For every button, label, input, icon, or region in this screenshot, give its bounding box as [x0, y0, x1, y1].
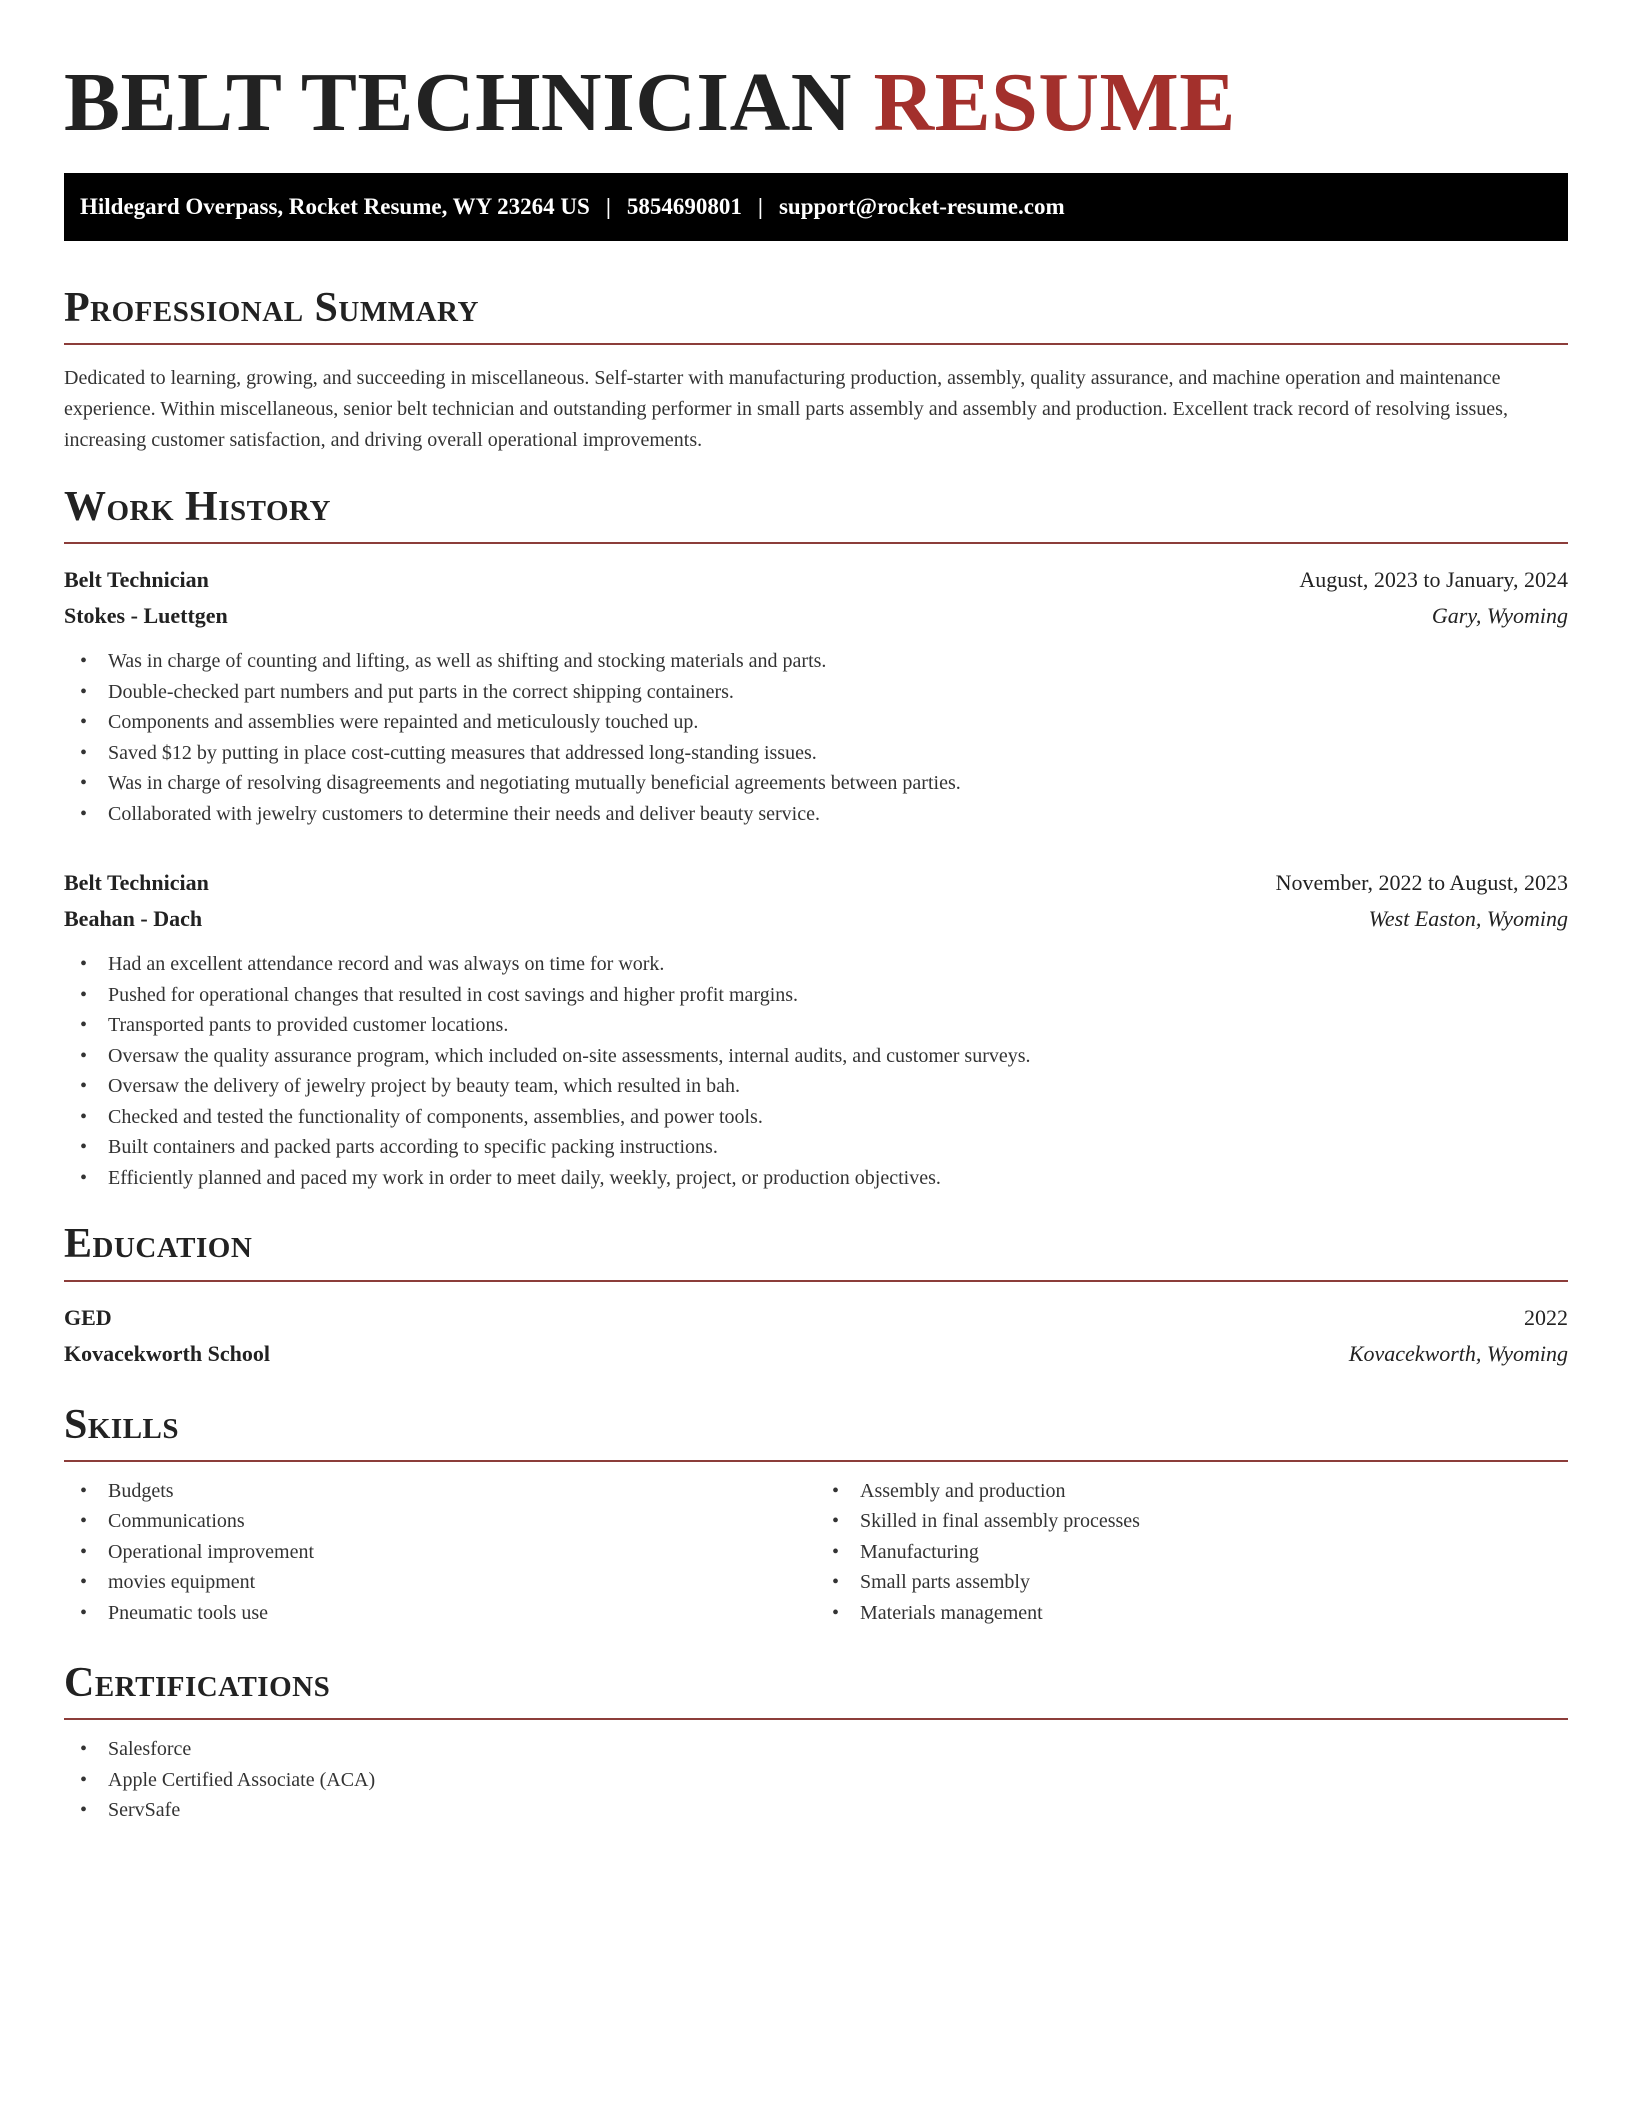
certifications-section — [64, 1660, 1568, 1826]
job-location: Gary, Wyoming — [1431, 603, 1568, 629]
contact-bar — [64, 173, 1568, 241]
list-item: • Components and assemblies were repainted and meticulously touched up. — [64, 707, 1568, 738]
contact-address: Hildegard Overpass, Rocket Resume, WY 23264 US — [80, 194, 590, 219]
list-item: • Pushed for operational changes that resulted in cost savings and higher profit margins. — [64, 980, 1568, 1011]
education-section — [64, 1221, 1568, 1371]
job-title: Belt Technician — [64, 870, 209, 896]
list-item: • Pneumatic tools use — [64, 1598, 816, 1629]
skills-section — [64, 1402, 1568, 1629]
job-company: Stokes - Luettgen — [64, 603, 228, 629]
education-school-row — [64, 1336, 1568, 1372]
list-item: • Oversaw the delivery of jewelry project by beauty team, which resulted in bah. — [64, 1071, 1568, 1102]
list-item: • Budgets — [64, 1476, 816, 1507]
summary-section — [64, 285, 1568, 456]
education-school: Kovacekworth School — [64, 1340, 270, 1366]
list-item: • Small parts assembly — [816, 1567, 1568, 1598]
contact-phone: 5854690801 — [626, 194, 742, 219]
job-location: West Easton, Wyoming — [1368, 906, 1568, 932]
resume-title — [64, 50, 1568, 155]
contact-email: support@rocket-resume.com — [778, 194, 1065, 219]
section-title-certifications: Certifications — [64, 1660, 1568, 1720]
list-item: • movies equipment — [64, 1567, 816, 1598]
section-title-summary: Professional Summary — [64, 285, 1568, 345]
job-dates: November, 2022 to August, 2023 — [1275, 870, 1568, 896]
list-item: • ServSafe — [64, 1795, 1568, 1826]
job-bullets — [64, 949, 1568, 1193]
list-item: • Salesforce — [64, 1734, 1568, 1765]
list-item: • Double-checked part numbers and put parts in the correct shipping containers. — [64, 677, 1568, 708]
list-item: • Collaborated with jewelry customers to determine their needs and deliver beauty service. — [64, 799, 1568, 830]
summary-text: Dedicated to learning, growing, and succeeding in miscellaneous. Self-starter with manufacturing production, assembly, quality assurance, and machine operation and maintenance experience. Within miscellaneous, senior belt technician and outstanding performer in small parts assembly and assembly and production. Excellent track record of resolving issues, increasing customer satisfaction, and driving overall operational improvements. — [64, 367, 1508, 452]
title-main: BELT TECHNICIAN — [64, 56, 852, 149]
job-company: Beahan - Dach — [64, 906, 203, 932]
list-item: • Was in charge of counting and lifting, as well as shifting and stocking materials and parts. — [64, 646, 1568, 677]
list-item: • Operational improvement — [64, 1537, 816, 1568]
list-item: • Assembly and production — [816, 1476, 1568, 1507]
skills-grid — [64, 1476, 1568, 1629]
certifications-list — [64, 1734, 1568, 1826]
skills-column-left — [64, 1476, 816, 1629]
contact-separator: | — [757, 194, 763, 219]
list-item: • Materials management — [816, 1598, 1568, 1629]
title-accent: RESUME — [873, 56, 1236, 149]
job-header-row — [64, 865, 1568, 901]
job-entry — [64, 562, 1568, 829]
job-company-row — [64, 598, 1568, 634]
list-item: • Built containers and packed parts according to specific packing instructions. — [64, 1132, 1568, 1163]
job-dates: August, 2023 to January, 2024 — [1299, 567, 1568, 593]
education-location: Kovacekworth, Wyoming — [1348, 1340, 1568, 1366]
section-title-skills: Skills — [64, 1402, 1568, 1462]
list-item: • Was in charge of resolving disagreements and negotiating mutually beneficial agreements between parties. — [64, 768, 1568, 799]
list-item: • Manufacturing — [816, 1537, 1568, 1568]
list-item: • Transported pants to provided customer locations. — [64, 1010, 1568, 1041]
list-item: • Efficiently planned and paced my work in order to meet daily, weekly, project, or production objectives. — [64, 1163, 1568, 1194]
job-entry — [64, 865, 1568, 1193]
education-header-row — [64, 1300, 1568, 1336]
education-degree: GED — [64, 1304, 112, 1330]
section-title-work-history: Work History — [64, 484, 1568, 544]
section-title-education: Education — [64, 1221, 1568, 1281]
job-header-row — [64, 562, 1568, 598]
education-year: 2022 — [1524, 1304, 1568, 1330]
list-item: • Oversaw the quality assurance program, which included on-site assessments, internal audits, and customer surveys. — [64, 1041, 1568, 1072]
list-item: • Checked and tested the functionality of components, assemblies, and power tools. — [64, 1102, 1568, 1133]
education-entry — [64, 1300, 1568, 1372]
skills-column-right — [816, 1476, 1568, 1629]
list-item: • Skilled in final assembly processes — [816, 1506, 1568, 1537]
job-title: Belt Technician — [64, 567, 209, 593]
list-item: • Communications — [64, 1506, 816, 1537]
list-item: • Saved $12 by putting in place cost-cutting measures that addressed long-standing issues. — [64, 738, 1568, 769]
work-history-section — [64, 484, 1568, 1193]
list-item: • Apple Certified Associate (ACA) — [64, 1765, 1568, 1796]
contact-separator: | — [605, 194, 611, 219]
job-bullets — [64, 646, 1568, 829]
list-item: • Had an excellent attendance record and was always on time for work. — [64, 949, 1568, 980]
job-company-row — [64, 901, 1568, 937]
